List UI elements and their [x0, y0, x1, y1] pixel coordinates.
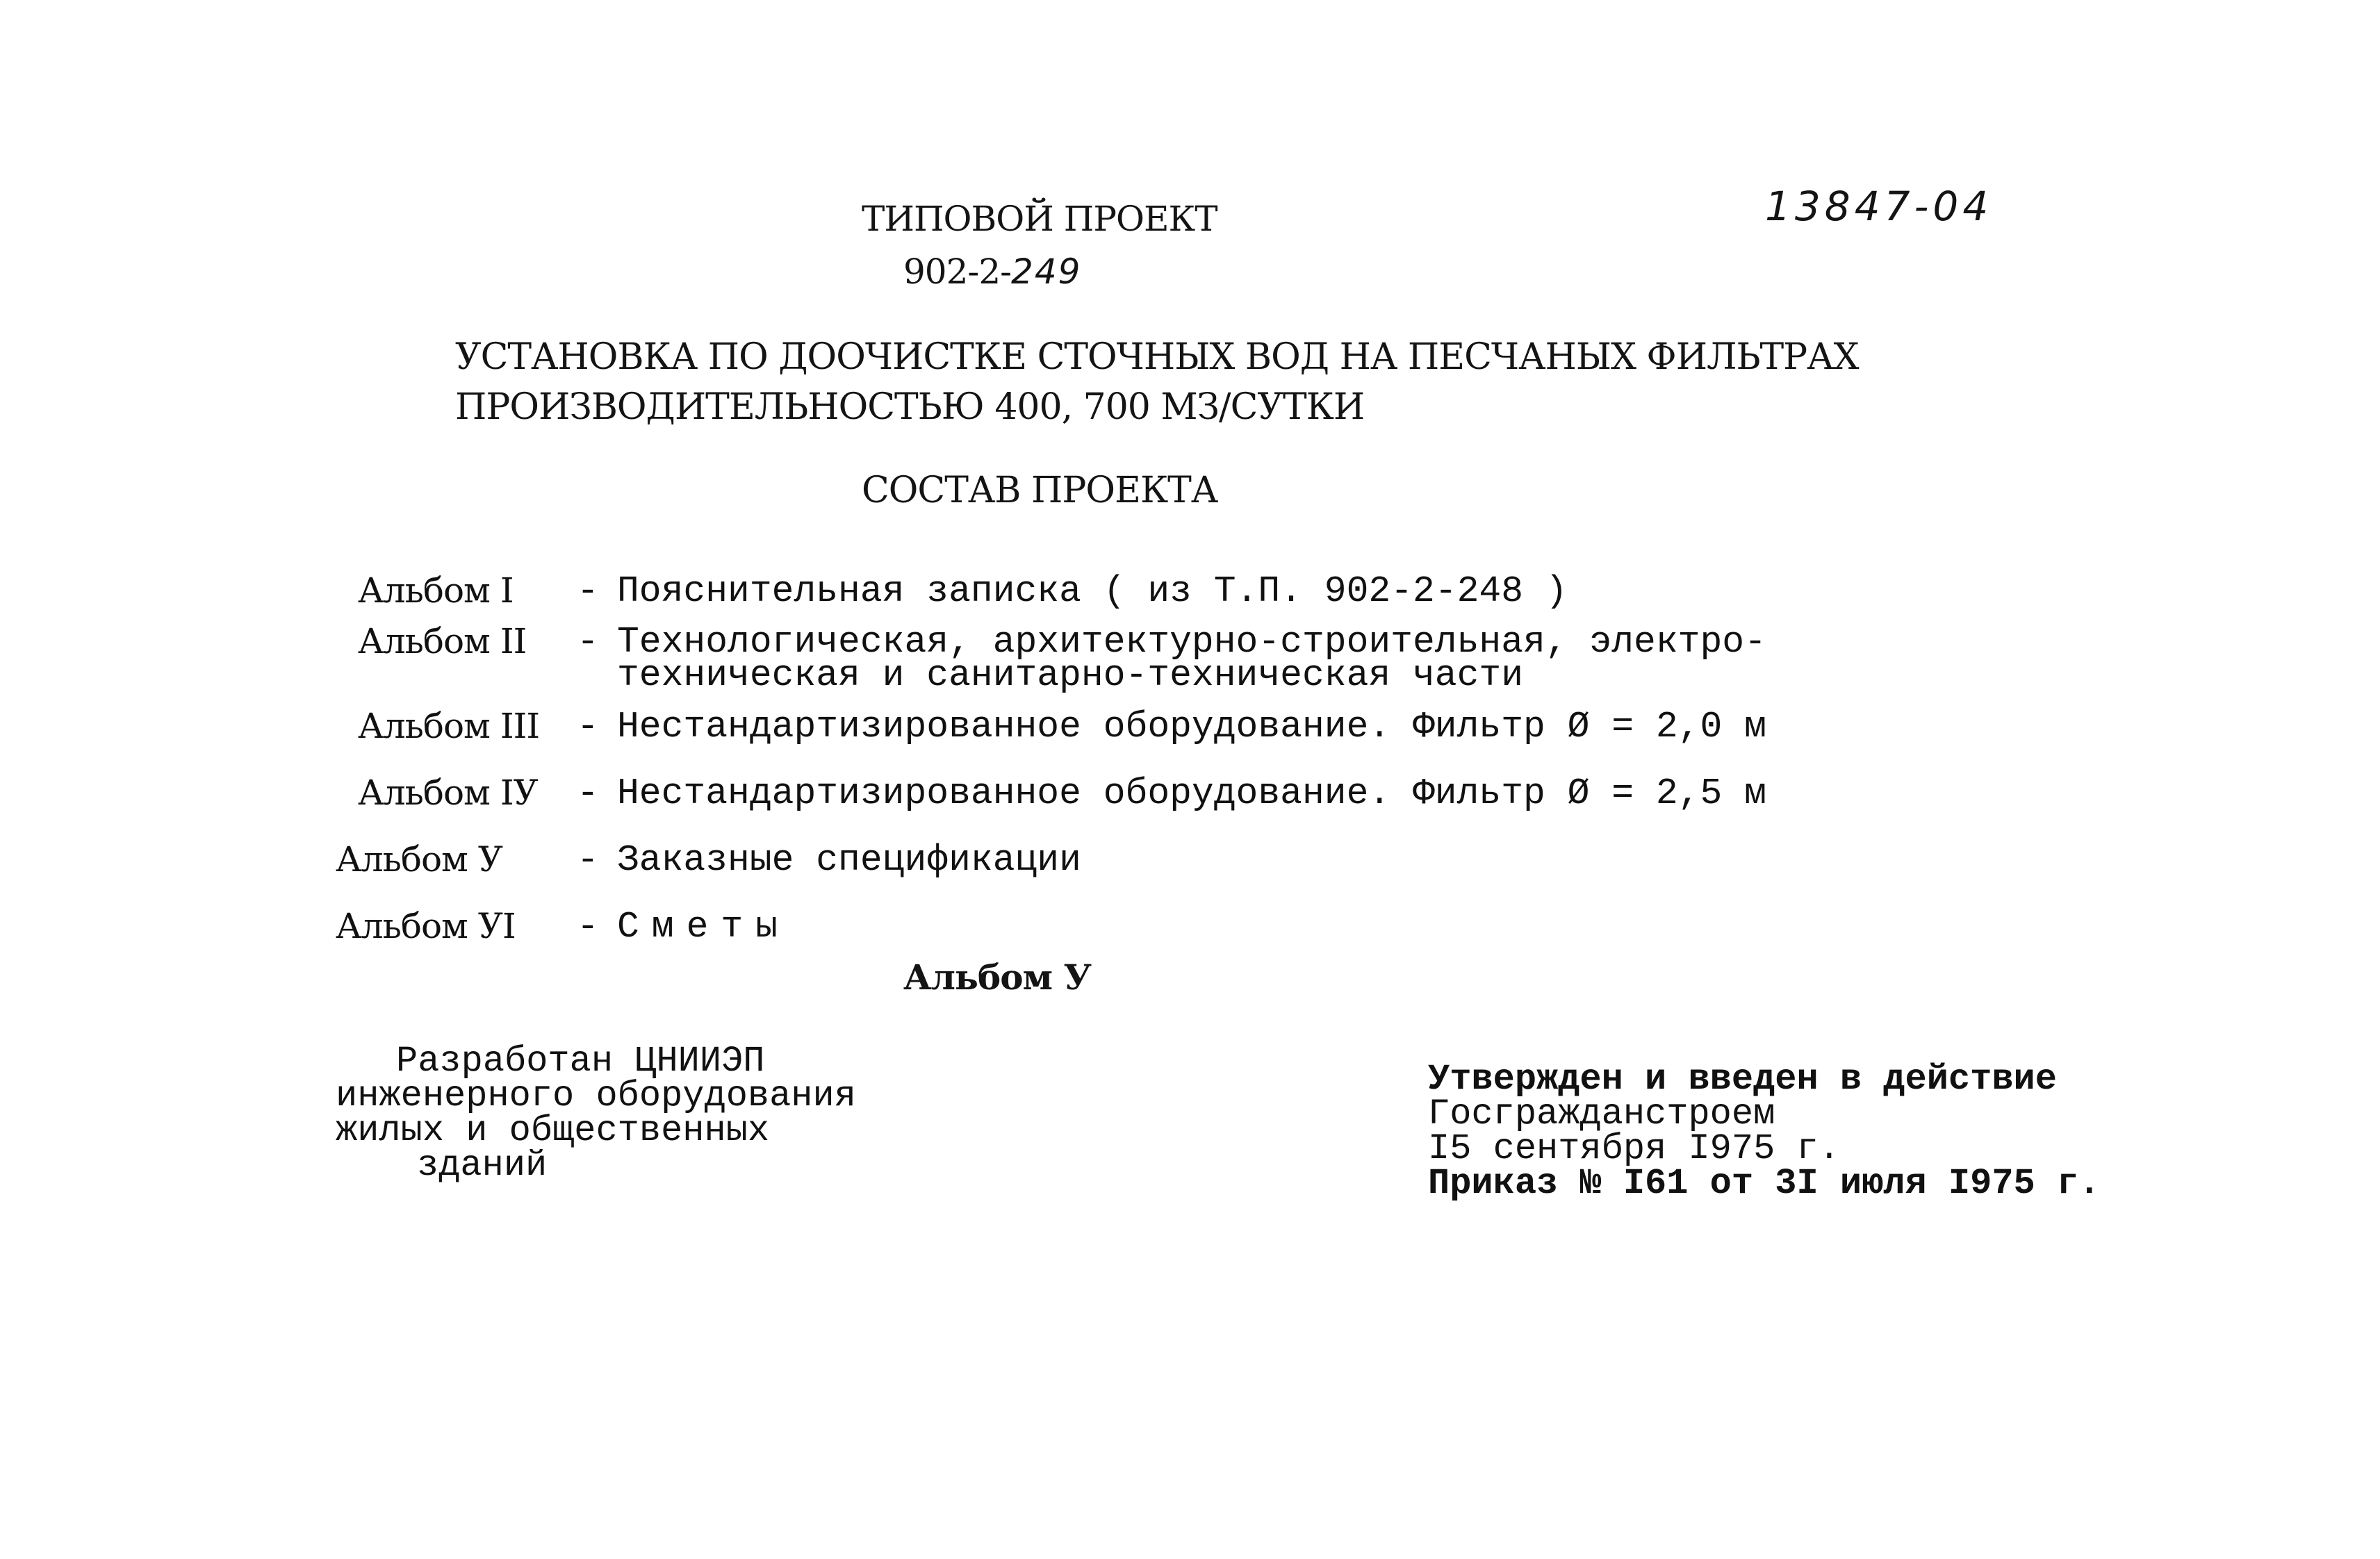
- doc-number-suffix: 249: [1011, 251, 1082, 292]
- album-label: Альбом I: [358, 570, 514, 611]
- title-line-2: ПРОИЗВОДИТЕЛЬНОСТЬЮ 400, 700 МЗ/СУТКИ: [455, 386, 1365, 428]
- developer-line-2: инженерного оборудования: [336, 1075, 856, 1116]
- section-heading: СОСТАВ ПРОЕКТА: [862, 470, 1218, 511]
- developer-line-3: жилых и общественных: [336, 1110, 770, 1151]
- developer-line-4: зданий: [417, 1145, 548, 1186]
- album-label: Альбом УI: [336, 906, 516, 946]
- album-description: Пояснительная записка ( из Т.П. 902-2-248 ): [617, 570, 1568, 612]
- album-label: Альбом У: [336, 839, 502, 880]
- album-dash: -: [577, 773, 599, 814]
- album-label: Альбом III: [358, 706, 540, 746]
- doc-number-prefix: 902-2-: [903, 251, 1012, 292]
- album-label: Альбом II: [358, 621, 527, 661]
- approval-line-2: Госгражданстроем: [1428, 1094, 1775, 1135]
- developer-line-1: Разработан ЦНИИЭП: [396, 1041, 765, 1082]
- doc-type: ТИПОВОЙ ПРОЕКТ: [862, 199, 1217, 239]
- album-description: Нестандартизированное оборудование. Фильтр Ø = 2,0 м: [617, 706, 1766, 748]
- album-dash: -: [577, 839, 599, 881]
- album-description: Нестандартизированное оборудование. Фильтр Ø = 2,5 м: [617, 773, 1766, 814]
- title-line-1: УСТАНОВКА ПО ДООЧИСТКЕ СТОЧНЫХ ВОД НА ПЕСЧАНЫХ ФИЛЬТРАХ: [455, 336, 1859, 378]
- doc-number: [903, 251, 1082, 292]
- album-description: Технологическая, архитектурно-строительная, электро-: [617, 621, 1766, 663]
- approval-line-3: I5 сентября I975 г.: [1428, 1128, 1840, 1169]
- album-label: Альбом IУ: [358, 773, 538, 813]
- album-dash: -: [577, 906, 599, 948]
- album-description: Заказные спецификации: [617, 839, 1081, 881]
- archive-number: 13847-04: [1765, 183, 1993, 230]
- album-description-continuation: техническая и санитарно-техническая части: [617, 654, 1524, 696]
- album-description: Сметы: [617, 906, 791, 948]
- album-dash: -: [577, 706, 599, 748]
- album-dash: -: [577, 570, 599, 612]
- approval-line-1: Утвержден и введен в действие: [1428, 1059, 2057, 1100]
- album-dash: -: [577, 621, 599, 663]
- current-album-label: Альбом У: [903, 957, 1092, 998]
- approval-line-4: Приказ № I61 от 3I июля I975 г.: [1428, 1163, 2101, 1204]
